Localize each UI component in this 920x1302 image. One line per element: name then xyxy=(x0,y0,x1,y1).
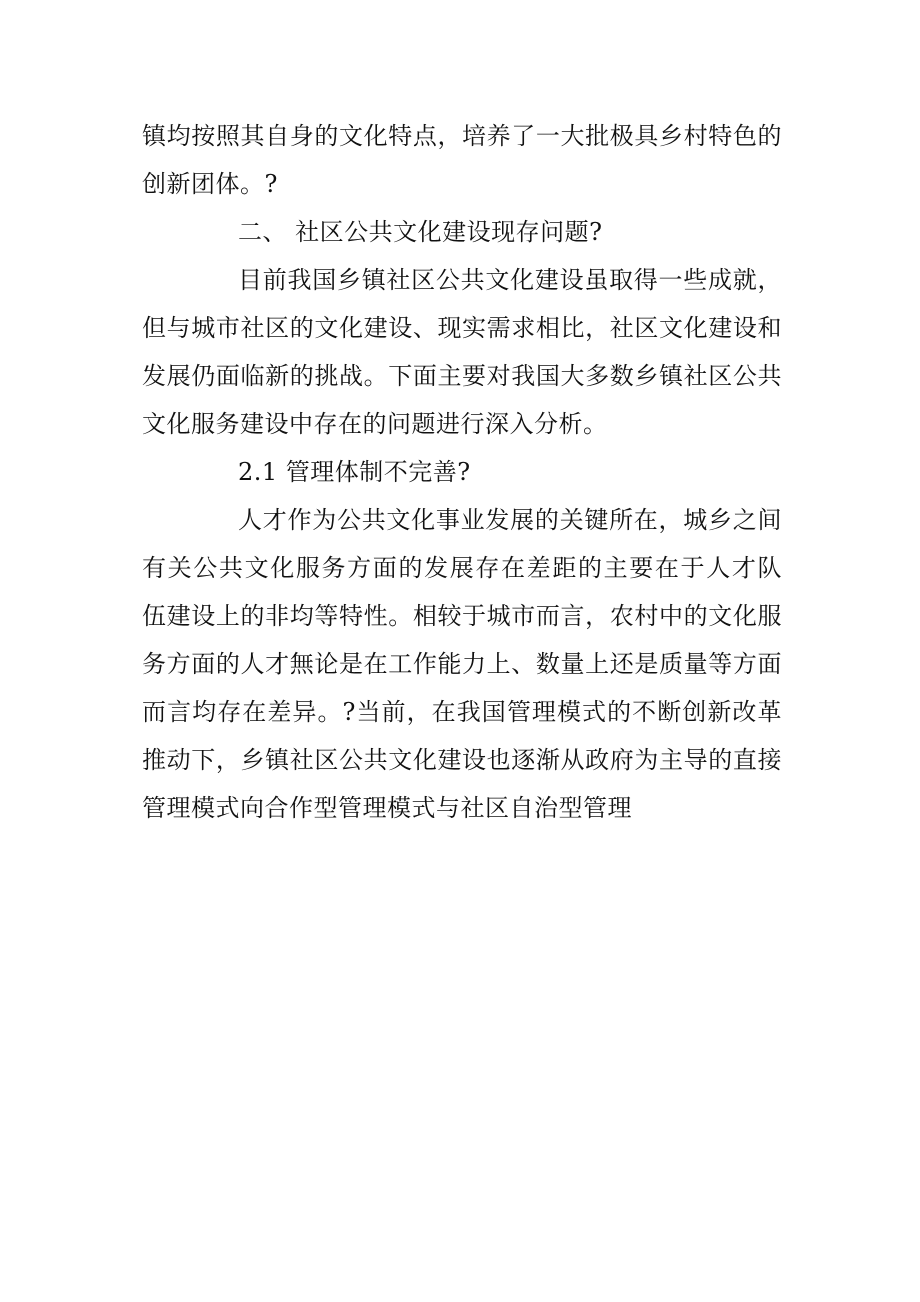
text-line: 务方面的人才無论是在工作能力上、数量上还是质量等方面 xyxy=(142,650,782,678)
text-line: 有关公共文化服务方面的发展存在差距的主要在于人才队 xyxy=(142,554,782,582)
text-line: 管理模式向合作型管理模式与社区自治型管理 xyxy=(142,794,632,822)
text-line: 创新团体。? xyxy=(142,170,278,198)
section-heading: 二、 社区公共文化建设现存问题? xyxy=(238,218,603,246)
text-line: 发展仍面临新的挑战。下面主要对我国大多数乡镇社区公共 xyxy=(142,362,782,390)
paragraph-first-line: 目前我国乡镇社区公共文化建设虽取得一些成就， xyxy=(238,266,782,294)
text-line: 伍建设上的非均等特性。相较于城市而言，农村中的文化服 xyxy=(142,602,782,630)
text-line: 镇均按照其自身的文化特点，培养了一大批极具乡村特色的 xyxy=(142,122,782,150)
text-line: 但与城市社区的文化建设、现实需求相比，社区文化建设和 xyxy=(142,314,782,342)
text-line: 文化服务建设中存在的问题进行深入分析。 xyxy=(142,410,608,438)
text-line: 而言均存在差异。?当前，在我国管理模式的不断创新改革 xyxy=(142,698,782,726)
paragraph-first-line: 人才作为公共文化事业发展的关键所在，城乡之间 xyxy=(238,506,782,534)
subsection-heading: 2.1 管理体制不完善? xyxy=(238,458,471,486)
text-line: 推动下，乡镇社区公共文化建设也逐渐从政府为主导的直接 xyxy=(142,746,782,774)
